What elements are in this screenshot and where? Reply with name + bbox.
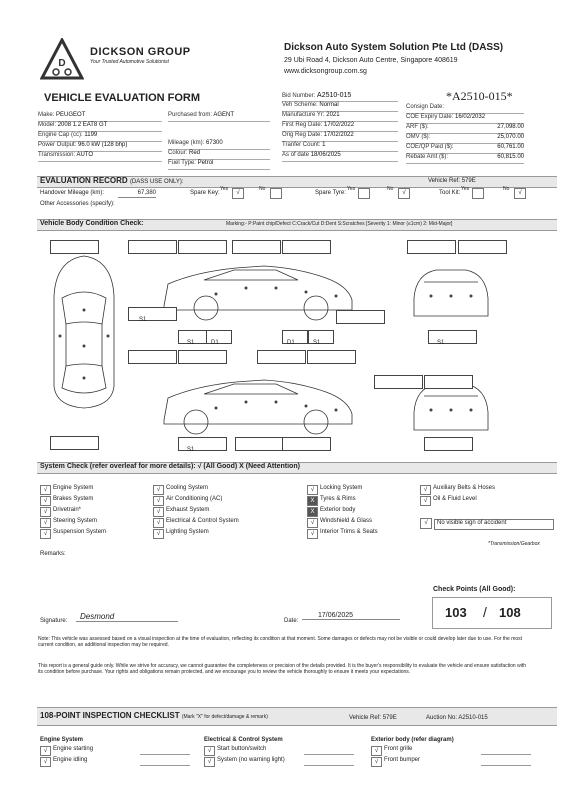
callout-box[interactable]	[257, 350, 306, 364]
checklist-auction	[426, 715, 488, 722]
engine-label: Engine Cap (cc):	[38, 132, 83, 138]
callout-box[interactable]	[424, 437, 473, 451]
fuel-value: Petrol	[197, 160, 214, 166]
damage-mark: S1	[187, 447, 195, 453]
tool-kit-no: No	[503, 186, 510, 192]
check-label: Lighting System	[166, 529, 209, 535]
company-name: Dickson Auto System Solution Pte Ltd (DASS)	[284, 42, 504, 53]
tool-kit-label: Tool Kit:	[439, 190, 461, 196]
check-label: Engine starting	[53, 746, 94, 752]
check-label: Air Conditioning (AC)	[166, 496, 223, 502]
check-item	[371, 746, 531, 757]
callout-box[interactable]	[424, 375, 473, 389]
check-mark[interactable]: X	[307, 496, 318, 506]
handover-value: 67,380	[118, 190, 156, 198]
check-mark[interactable]: √	[153, 507, 164, 517]
spare-tyre-yes: Yes	[347, 186, 356, 192]
power-value: 96.0 kW (128 bhp)	[78, 142, 128, 148]
checklist-elec	[204, 746, 354, 768]
damage-mark: S1	[313, 340, 321, 346]
checklist-ext	[371, 746, 531, 768]
callout-box[interactable]	[282, 330, 308, 344]
arf-label: ARF ($):	[406, 124, 429, 130]
model-label: Model:	[38, 122, 57, 128]
callout-box[interactable]	[178, 437, 227, 451]
system-check-legend: √ (All Good) X (Need Attention)	[197, 463, 300, 470]
accident-check[interactable]: √	[420, 518, 432, 529]
first-reg-label: First Reg Date:	[282, 122, 323, 128]
check-label: System (no warning light)	[217, 757, 285, 763]
system-col-3	[307, 485, 417, 540]
callout-box[interactable]	[50, 436, 99, 450]
checklist-ref-label: Vehicle Ref:	[349, 715, 382, 721]
handover-label: Handover Mileage (km):	[40, 190, 105, 196]
note-2: This report is a general guide only. While we strive for accuracy, we cannot guarantee the completeness or precision of the details provided. It is the buyer's responsibility to evaluate the vehicle and ensure satisfaction with its condition before purchase. Your rights and obligations remain protected, and we encourage you to review the vehicle thoroughly to ensure it meets your expectations.	[38, 663, 526, 675]
check-points-label: Check Points (All Good):	[433, 586, 516, 593]
callout-box[interactable]	[336, 310, 385, 324]
callout-box[interactable]	[458, 240, 507, 254]
check-item	[420, 496, 540, 507]
scheme-value: Normal	[319, 102, 339, 108]
bid-value: A2510-015	[317, 92, 352, 99]
check-item	[153, 518, 293, 529]
check-label: Exterior body	[320, 507, 356, 513]
power-label: Power Output:	[38, 142, 77, 148]
checklist-title-text: 108-POINT INSPECTION CHECKLIST	[40, 711, 180, 720]
remarks-label: Remarks:	[40, 551, 66, 557]
omv-value: 25,070.00	[497, 134, 524, 140]
check-points-good: 103	[445, 605, 467, 620]
check-item	[40, 496, 150, 507]
callout-box[interactable]	[308, 330, 334, 344]
system-check-title	[40, 463, 300, 470]
spare-key-label: Spare Key:	[190, 190, 220, 196]
eval-record-title-text: EVALUATION RECORD	[40, 176, 128, 185]
checklist-title	[40, 711, 268, 720]
spare-tyre-yes-check[interactable]	[358, 188, 370, 199]
checklist-elec-title: Electrical & Control System	[204, 737, 283, 743]
check-label: Tyres & Rims	[320, 496, 356, 502]
check-mark[interactable]: √	[420, 496, 431, 506]
checklist-ref	[349, 715, 397, 722]
check-mark[interactable]: √	[40, 485, 51, 495]
tool-kit-no-check[interactable]: √	[514, 188, 526, 199]
consign-label: Consign Date:	[406, 104, 445, 110]
spare-tyre-no-check[interactable]: √	[398, 188, 410, 199]
check-mark[interactable]: √	[307, 485, 318, 495]
checklist-engine	[40, 746, 190, 768]
callout-box[interactable]	[50, 240, 99, 254]
spare-tyre-no: No	[387, 186, 394, 192]
check-item	[420, 485, 540, 496]
check-label: Brakes System	[53, 496, 94, 502]
remark-line	[481, 754, 531, 755]
check-label: Interior Trims & Seats	[320, 529, 378, 535]
mileage-value: 67300	[206, 140, 223, 146]
system-check-title-text: System Check (refer overleaf for more details):	[40, 463, 196, 470]
omv-label: OMV ($):	[406, 134, 431, 140]
remark-line	[481, 765, 531, 766]
check-item	[40, 529, 150, 540]
check-label: Exhaust System	[166, 507, 210, 513]
remark-line	[304, 765, 354, 766]
make-label: Make:	[38, 112, 55, 118]
arf-value: 27,098.00	[497, 124, 524, 130]
company-logo	[40, 38, 84, 82]
tool-kit-yes: Yes	[461, 186, 470, 192]
transfer-value: 1	[322, 142, 326, 148]
check-item	[40, 518, 150, 529]
model-value: 2008 1.2 EAT8 GT	[57, 122, 108, 128]
coe-qp-label: COE/QP Paid ($):	[406, 144, 454, 150]
check-item	[40, 757, 190, 768]
check-mark[interactable]: √	[204, 757, 215, 767]
check-item	[307, 496, 417, 507]
system-col-2	[153, 485, 293, 540]
fuel-label: Fuel Type:	[168, 160, 196, 166]
car-diagram	[36, 236, 556, 456]
checklist-auction-value: A2510-015	[458, 715, 488, 721]
colour-value: Red	[189, 150, 201, 156]
check-mark[interactable]: √	[420, 485, 431, 495]
callout-box[interactable]	[407, 240, 456, 254]
check-item	[371, 757, 531, 768]
first-reg-value: 17/02/2022	[324, 122, 355, 128]
check-item	[307, 529, 417, 540]
engine-value: 1199	[84, 132, 98, 138]
eval-ref-value: 579E	[461, 178, 476, 184]
callout-box[interactable]	[232, 240, 281, 254]
remark-line	[140, 754, 190, 755]
mfg-value: 2021	[326, 112, 340, 118]
check-mark[interactable]: √	[371, 757, 382, 767]
system-col-4	[420, 485, 540, 507]
check-label: Suspension System	[53, 529, 107, 535]
check-label: Cooling System	[166, 485, 209, 491]
spare-key-yes-check[interactable]: √	[232, 188, 244, 199]
checklist-auction-label: Auction No:	[426, 715, 458, 721]
callout-box[interactable]	[206, 330, 232, 344]
transfer-label: Tranfer Count:	[282, 142, 321, 148]
check-mark[interactable]: √	[40, 518, 51, 528]
remark-line	[140, 765, 190, 766]
purchased-value: AGENT	[213, 112, 235, 118]
check-item	[40, 507, 150, 518]
mileage-label: Mileage (km):	[168, 140, 205, 146]
check-mark[interactable]: √	[153, 485, 164, 495]
accident-label: No visible sign of accident	[434, 519, 554, 530]
callout-box[interactable]	[178, 240, 227, 254]
note-1: Note: This vehicle was assessed based on a visual inspection at the time of evaluation, reflecting its condition at that moment. Some damages or defects may not be visible or could develop later due to use. For the most current condition, an additional inspection may be required.	[38, 636, 523, 648]
vehicle-info-left	[38, 112, 162, 162]
callout-box[interactable]	[282, 437, 331, 451]
check-mark[interactable]: √	[307, 518, 318, 528]
spare-key-yes: Yes	[220, 186, 229, 192]
check-label: Steering System	[53, 518, 98, 524]
spare-key-no: No	[259, 186, 266, 192]
stamp-id: *A2510-015*	[446, 89, 513, 103]
eval-ref-label: Vehicle Ref:	[428, 178, 461, 184]
damage-mark: S1	[187, 340, 195, 346]
check-mark[interactable]: √	[307, 529, 318, 539]
check-mark[interactable]: √	[153, 518, 164, 528]
mfg-label: Manufacture Yr:	[282, 112, 325, 118]
transmission-value: AUTO	[76, 152, 94, 158]
orig-reg-value: 17/02/2022	[323, 132, 354, 138]
check-label: Engine idling	[53, 757, 88, 763]
purchased-label: Purchased from:	[168, 112, 213, 118]
check-points-slash: /	[483, 604, 487, 620]
check-label: Oil & Fluid Level	[433, 496, 477, 502]
car-side-left-icon	[164, 380, 352, 434]
check-mark[interactable]: √	[40, 507, 51, 517]
check-points-total: 108	[499, 605, 521, 620]
coe-info	[406, 104, 524, 164]
spare-key-no-check[interactable]	[270, 188, 282, 199]
check-item	[40, 485, 150, 496]
check-label: Front grille	[384, 746, 413, 752]
body-check-title: Vehicle Body Condition Check:	[40, 220, 144, 227]
company-address: 29 Ubi Road 4, Dickson Auto Centre, Singapore 408619	[284, 57, 458, 64]
car-rear-icon	[414, 384, 488, 430]
check-points-box	[432, 597, 552, 629]
eval-record-title	[40, 176, 184, 185]
car-side-right-icon	[164, 266, 352, 320]
as-of-value: 18/06/2025	[310, 152, 341, 158]
signature-date: 17/06/2025	[302, 612, 400, 620]
company-website: www.dicksongroup.com.sg	[284, 68, 367, 75]
damage-mark: S1	[437, 340, 445, 346]
bid-info	[282, 92, 398, 162]
tool-kit-yes-check[interactable]	[472, 188, 484, 199]
callout-box[interactable]	[282, 240, 331, 254]
check-mark[interactable]: X	[307, 507, 318, 517]
car-top-view-icon	[54, 256, 114, 408]
other-accessories-label: Other Accessories (specify):	[40, 201, 115, 207]
signature-name: Desmond	[76, 612, 178, 622]
check-label: Locking System	[320, 485, 363, 491]
check-label: Windshield & Glass	[320, 518, 373, 524]
check-item	[307, 507, 417, 518]
callout-box[interactable]	[128, 307, 177, 321]
check-label: Drivetrain*	[53, 507, 82, 513]
rebate-label: Rebate Amt ($):	[406, 154, 449, 160]
check-mark[interactable]: √	[40, 529, 51, 539]
signature-label: Signature:	[40, 618, 68, 624]
expiry-label: COE Expiry Date:	[406, 114, 454, 120]
svg-text:D: D	[58, 58, 66, 69]
check-mark[interactable]: √	[153, 529, 164, 539]
system-footnote: *Transmission/Gearbox	[488, 541, 540, 547]
check-mark[interactable]: √	[40, 757, 51, 767]
form-title: VEHICLE EVALUATION FORM	[44, 92, 201, 104]
logo-text: DICKSON GROUP	[90, 46, 191, 58]
checklist-engine-title: Engine System	[40, 737, 84, 743]
callout-box[interactable]	[307, 350, 356, 364]
expiry-value: 16/02/2032	[455, 114, 486, 120]
scheme-label: Veh Scheme:	[282, 102, 318, 108]
coe-qp-value: 60,761.00	[497, 144, 524, 150]
check-label: Start button/switch	[217, 746, 267, 752]
check-label: Engine System	[53, 485, 94, 491]
check-label: Auxiliary Belts & Hoses	[433, 485, 496, 491]
callout-box[interactable]	[374, 375, 423, 389]
eval-ref	[428, 178, 476, 185]
date-label: Date:	[284, 618, 299, 624]
callout-box[interactable]	[128, 240, 177, 254]
callout-box[interactable]	[178, 350, 227, 364]
car-front-icon	[414, 270, 488, 316]
orig-reg-label: Orig Reg Date:	[282, 132, 323, 138]
check-item	[204, 757, 354, 768]
checklist-subtitle: (Mark "X" for defect/damage & remark)	[181, 714, 268, 720]
bid-label: Bid Number:	[282, 93, 316, 99]
damage-mark: D1	[211, 340, 219, 346]
check-item	[307, 518, 417, 529]
check-mark[interactable]: √	[204, 746, 215, 756]
damage-mark: S1	[139, 317, 147, 323]
body-check-legend: Marking:- P:Paint chip/Defect C:Crack/Cut D:Dent S:Scratches [Severity 1: Minor (≤1cm) 2: Mid-Major]	[226, 221, 453, 227]
check-label: Front bumper	[384, 757, 421, 763]
callout-box[interactable]	[235, 437, 284, 451]
check-label: Electrical & Control System	[166, 518, 239, 524]
transmission-label: Transmission:	[38, 152, 76, 158]
check-mark[interactable]: √	[40, 746, 51, 756]
rebate-value: 60,815.00	[497, 154, 524, 160]
checklist-ext-title: Exterior body (refer diagram)	[371, 737, 454, 743]
damage-mark: D1	[287, 340, 295, 346]
check-item	[153, 485, 293, 496]
check-mark[interactable]: √	[153, 496, 164, 506]
callout-box[interactable]	[428, 330, 477, 344]
logo-tagline: Your Trusted Automotive Solutionist	[90, 59, 169, 65]
make-value: PEUGEOT	[56, 112, 86, 118]
check-item	[153, 529, 293, 540]
check-mark[interactable]: √	[40, 496, 51, 506]
check-item	[153, 507, 293, 518]
check-item	[204, 746, 354, 757]
check-item	[153, 496, 293, 507]
vehicle-info-mid	[168, 112, 270, 170]
checklist-ref-value: 579E	[382, 715, 397, 721]
as-of-label: As of date	[282, 152, 310, 158]
system-col-1	[40, 485, 150, 540]
colour-label: Colour:	[168, 150, 188, 156]
callout-box[interactable]	[128, 350, 177, 364]
eval-record-subtitle: (DASS USE ONLY):	[129, 179, 184, 185]
spare-tyre-label: Spare Tyre:	[315, 190, 346, 196]
check-item	[40, 746, 190, 757]
check-item	[307, 485, 417, 496]
remark-line	[304, 754, 354, 755]
check-mark[interactable]: √	[371, 746, 382, 756]
